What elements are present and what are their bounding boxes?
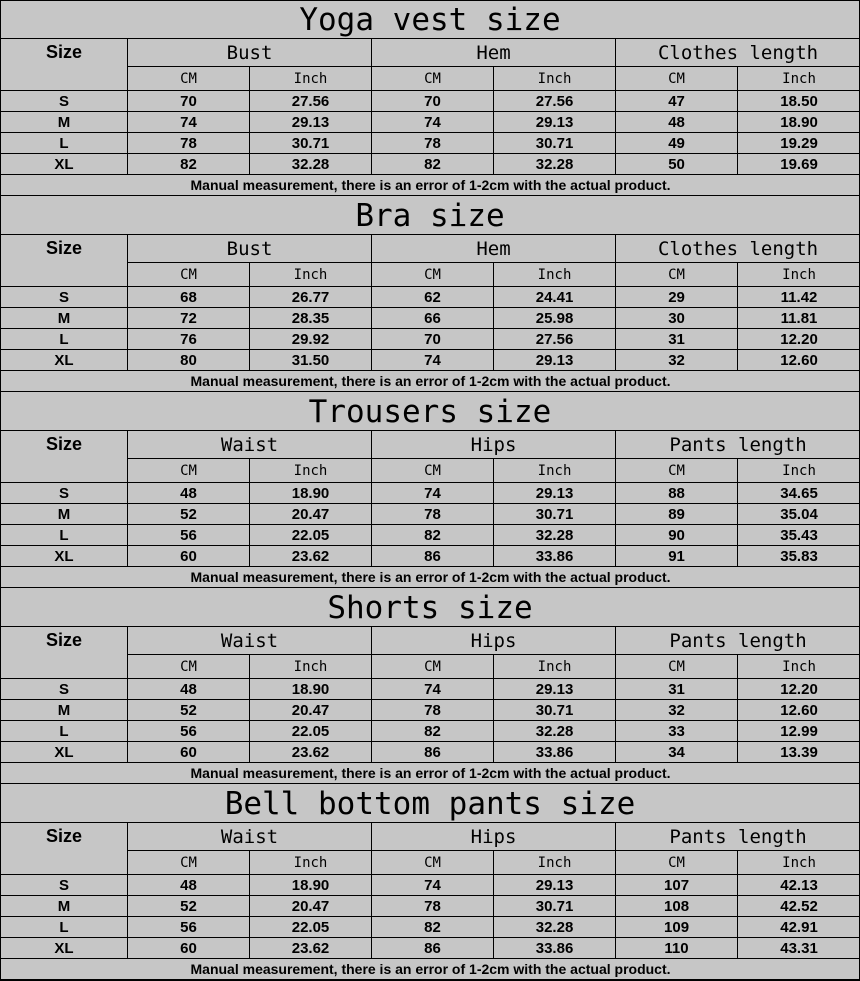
measurement-value: 22.05 bbox=[250, 721, 372, 742]
unit-inch-label: Inch bbox=[738, 263, 860, 287]
unit-cm-label: CM bbox=[128, 655, 250, 679]
measurement-value: 22.05 bbox=[250, 917, 372, 938]
size-section bbox=[0, 588, 860, 784]
measurement-value: 27.56 bbox=[494, 329, 616, 350]
unit-inch-label: Inch bbox=[250, 459, 372, 483]
header-row bbox=[1, 823, 860, 851]
measurement-value: 30.71 bbox=[494, 133, 616, 154]
measurement-value: 68 bbox=[128, 287, 250, 308]
measurement-value: 34.65 bbox=[738, 483, 860, 504]
size-label: L bbox=[1, 917, 128, 938]
measurement-value: 23.62 bbox=[250, 546, 372, 567]
measurement-value: 82 bbox=[128, 154, 250, 175]
measurement-value: 19.29 bbox=[738, 133, 860, 154]
size-column-header: Size bbox=[1, 431, 128, 483]
size-section bbox=[0, 0, 860, 196]
measurement-value: 42.52 bbox=[738, 896, 860, 917]
measurement-value: 33.86 bbox=[494, 742, 616, 763]
measurement-value: 22.05 bbox=[250, 525, 372, 546]
measurement-value: 48 bbox=[128, 679, 250, 700]
measurement-value: 35.04 bbox=[738, 504, 860, 525]
measurement-value: 74 bbox=[372, 875, 494, 896]
measurement-value: 29.13 bbox=[494, 483, 616, 504]
size-label: S bbox=[1, 875, 128, 896]
measurement-value: 108 bbox=[616, 896, 738, 917]
measurement-value: 26.77 bbox=[250, 287, 372, 308]
unit-cm-label: CM bbox=[616, 655, 738, 679]
size-row bbox=[1, 721, 860, 742]
measurement-value: 12.20 bbox=[738, 329, 860, 350]
measurement-value: 47 bbox=[616, 91, 738, 112]
size-section bbox=[0, 784, 860, 980]
header-row bbox=[1, 431, 860, 459]
measurement-value: 72 bbox=[128, 308, 250, 329]
measurement-value: 43.31 bbox=[738, 938, 860, 959]
measurement-group-header: Hem bbox=[372, 235, 616, 263]
size-column-header: Size bbox=[1, 823, 128, 875]
unit-cm-label: CM bbox=[372, 655, 494, 679]
measurement-value: 50 bbox=[616, 154, 738, 175]
measurement-value: 48 bbox=[128, 875, 250, 896]
unit-cm-label: CM bbox=[616, 459, 738, 483]
measurement-value: 20.47 bbox=[250, 700, 372, 721]
measurement-value: 29.13 bbox=[494, 112, 616, 133]
measurement-value: 80 bbox=[128, 350, 250, 371]
measurement-value: 27.56 bbox=[250, 91, 372, 112]
measurement-value: 33 bbox=[616, 721, 738, 742]
measurement-value: 89 bbox=[616, 504, 738, 525]
measurement-value: 29.92 bbox=[250, 329, 372, 350]
measurement-value: 48 bbox=[128, 483, 250, 504]
measurement-value: 20.47 bbox=[250, 504, 372, 525]
measurement-value: 70 bbox=[372, 91, 494, 112]
measurement-value: 90 bbox=[616, 525, 738, 546]
unit-row bbox=[1, 67, 860, 91]
unit-inch-label: Inch bbox=[494, 851, 616, 875]
size-row bbox=[1, 154, 860, 175]
measurement-value: 32.28 bbox=[494, 525, 616, 546]
note-row bbox=[1, 175, 860, 196]
measurement-value: 70 bbox=[128, 91, 250, 112]
measurement-group-header: Waist bbox=[128, 431, 372, 459]
measurement-value: 30 bbox=[616, 308, 738, 329]
measurement-value: 86 bbox=[372, 742, 494, 763]
measurement-note: Manual measurement, there is an error of 1-2cm with the actual product. bbox=[1, 371, 860, 392]
measurement-group-header: Clothes length bbox=[616, 39, 860, 67]
measurement-value: 32.28 bbox=[250, 154, 372, 175]
measurement-value: 20.47 bbox=[250, 896, 372, 917]
size-row bbox=[1, 938, 860, 959]
measurement-value: 110 bbox=[616, 938, 738, 959]
measurement-value: 82 bbox=[372, 917, 494, 938]
measurement-value: 82 bbox=[372, 721, 494, 742]
measurement-value: 24.41 bbox=[494, 287, 616, 308]
size-column-header: Size bbox=[1, 235, 128, 287]
measurement-value: 12.60 bbox=[738, 350, 860, 371]
size-row bbox=[1, 742, 860, 763]
unit-cm-label: CM bbox=[616, 67, 738, 91]
measurement-value: 42.13 bbox=[738, 875, 860, 896]
unit-row bbox=[1, 851, 860, 875]
measurement-value: 29.13 bbox=[494, 350, 616, 371]
measurement-value: 28.35 bbox=[250, 308, 372, 329]
measurement-value: 31.50 bbox=[250, 350, 372, 371]
measurement-value: 29.13 bbox=[494, 875, 616, 896]
measurement-value: 30.71 bbox=[494, 700, 616, 721]
measurement-value: 18.90 bbox=[250, 679, 372, 700]
measurement-note: Manual measurement, there is an error of 1-2cm with the actual product. bbox=[1, 567, 860, 588]
unit-cm-label: CM bbox=[128, 67, 250, 91]
measurement-value: 23.62 bbox=[250, 938, 372, 959]
measurement-value: 18.50 bbox=[738, 91, 860, 112]
size-section bbox=[0, 196, 860, 392]
unit-row bbox=[1, 263, 860, 287]
note-row bbox=[1, 567, 860, 588]
measurement-value: 48 bbox=[616, 112, 738, 133]
section-title: Bell bottom pants size bbox=[224, 786, 636, 822]
size-row bbox=[1, 112, 860, 133]
measurement-value: 33.86 bbox=[494, 938, 616, 959]
measurement-value: 30.71 bbox=[494, 504, 616, 525]
size-label: L bbox=[1, 133, 128, 154]
size-row bbox=[1, 700, 860, 721]
unit-inch-label: Inch bbox=[250, 851, 372, 875]
measurement-group-header: Pants length bbox=[616, 431, 860, 459]
size-row bbox=[1, 329, 860, 350]
measurement-value: 70 bbox=[372, 329, 494, 350]
unit-cm-label: CM bbox=[372, 263, 494, 287]
size-column-header: Size bbox=[1, 627, 128, 679]
measurement-group-header: Bust bbox=[128, 39, 372, 67]
size-table bbox=[0, 822, 860, 980]
unit-inch-label: Inch bbox=[250, 67, 372, 91]
measurement-value: 11.42 bbox=[738, 287, 860, 308]
size-label: L bbox=[1, 525, 128, 546]
measurement-value: 56 bbox=[128, 525, 250, 546]
measurement-value: 78 bbox=[372, 700, 494, 721]
size-table bbox=[0, 626, 860, 784]
measurement-value: 86 bbox=[372, 938, 494, 959]
size-label: S bbox=[1, 679, 128, 700]
measurement-group-header: Pants length bbox=[616, 627, 860, 655]
measurement-value: 12.20 bbox=[738, 679, 860, 700]
measurement-value: 35.43 bbox=[738, 525, 860, 546]
section-title: Bra size bbox=[355, 198, 505, 234]
unit-inch-label: Inch bbox=[738, 851, 860, 875]
measurement-value: 78 bbox=[372, 133, 494, 154]
note-row bbox=[1, 371, 860, 392]
unit-inch-label: Inch bbox=[494, 263, 616, 287]
measurement-value: 31 bbox=[616, 679, 738, 700]
measurement-value: 18.90 bbox=[250, 875, 372, 896]
header-row bbox=[1, 235, 860, 263]
size-label: S bbox=[1, 287, 128, 308]
measurement-value: 56 bbox=[128, 721, 250, 742]
measurement-value: 18.90 bbox=[738, 112, 860, 133]
measurement-value: 34 bbox=[616, 742, 738, 763]
measurement-value: 32.28 bbox=[494, 154, 616, 175]
size-label: L bbox=[1, 329, 128, 350]
measurement-value: 82 bbox=[372, 525, 494, 546]
measurement-value: 29.13 bbox=[250, 112, 372, 133]
unit-row bbox=[1, 655, 860, 679]
unit-cm-label: CM bbox=[616, 851, 738, 875]
unit-inch-label: Inch bbox=[494, 655, 616, 679]
size-table bbox=[0, 234, 860, 392]
measurement-value: 29 bbox=[616, 287, 738, 308]
measurement-value: 74 bbox=[372, 679, 494, 700]
size-label: XL bbox=[1, 938, 128, 959]
measurement-group-header: Hem bbox=[372, 39, 616, 67]
measurement-value: 82 bbox=[372, 154, 494, 175]
unit-cm-label: CM bbox=[372, 851, 494, 875]
measurement-value: 78 bbox=[128, 133, 250, 154]
size-label: M bbox=[1, 504, 128, 525]
measurement-value: 56 bbox=[128, 917, 250, 938]
measurement-value: 62 bbox=[372, 287, 494, 308]
size-table bbox=[0, 38, 860, 196]
size-section bbox=[0, 392, 860, 588]
section-title: Shorts size bbox=[327, 590, 533, 626]
measurement-value: 35.83 bbox=[738, 546, 860, 567]
measurement-value: 27.56 bbox=[494, 91, 616, 112]
measurement-value: 60 bbox=[128, 546, 250, 567]
measurement-value: 107 bbox=[616, 875, 738, 896]
measurement-note: Manual measurement, there is an error of 1-2cm with the actual product. bbox=[1, 763, 860, 784]
measurement-value: 60 bbox=[128, 938, 250, 959]
note-row bbox=[1, 959, 860, 980]
size-row bbox=[1, 875, 860, 896]
measurement-value: 31 bbox=[616, 329, 738, 350]
measurement-value: 109 bbox=[616, 917, 738, 938]
measurement-value: 30.71 bbox=[494, 896, 616, 917]
measurement-value: 52 bbox=[128, 896, 250, 917]
unit-inch-label: Inch bbox=[738, 459, 860, 483]
size-label: L bbox=[1, 721, 128, 742]
size-row bbox=[1, 917, 860, 938]
unit-inch-label: Inch bbox=[250, 263, 372, 287]
section-title: Trousers size bbox=[308, 394, 552, 430]
measurement-value: 78 bbox=[372, 896, 494, 917]
measurement-value: 78 bbox=[372, 504, 494, 525]
measurement-value: 49 bbox=[616, 133, 738, 154]
note-row bbox=[1, 763, 860, 784]
measurement-value: 13.39 bbox=[738, 742, 860, 763]
unit-cm-label: CM bbox=[128, 459, 250, 483]
size-label: M bbox=[1, 700, 128, 721]
size-row bbox=[1, 91, 860, 112]
measurement-value: 29.13 bbox=[494, 679, 616, 700]
measurement-value: 74 bbox=[128, 112, 250, 133]
size-label: M bbox=[1, 308, 128, 329]
measurement-value: 74 bbox=[372, 350, 494, 371]
measurement-value: 74 bbox=[372, 112, 494, 133]
measurement-note: Manual measurement, there is an error of 1-2cm with the actual product. bbox=[1, 959, 860, 980]
size-label: S bbox=[1, 483, 128, 504]
unit-cm-label: CM bbox=[128, 851, 250, 875]
size-row bbox=[1, 679, 860, 700]
size-label: M bbox=[1, 896, 128, 917]
measurement-value: 88 bbox=[616, 483, 738, 504]
measurement-value: 11.81 bbox=[738, 308, 860, 329]
measurement-value: 32.28 bbox=[494, 917, 616, 938]
measurement-value: 76 bbox=[128, 329, 250, 350]
size-column-header: Size bbox=[1, 39, 128, 91]
measurement-group-header: Hips bbox=[372, 627, 616, 655]
size-row bbox=[1, 287, 860, 308]
measurement-value: 12.60 bbox=[738, 700, 860, 721]
size-row bbox=[1, 896, 860, 917]
unit-inch-label: Inch bbox=[250, 655, 372, 679]
size-row bbox=[1, 504, 860, 525]
unit-inch-label: Inch bbox=[738, 67, 860, 91]
size-row bbox=[1, 546, 860, 567]
measurement-value: 12.99 bbox=[738, 721, 860, 742]
measurement-value: 66 bbox=[372, 308, 494, 329]
unit-cm-label: CM bbox=[372, 459, 494, 483]
size-table bbox=[0, 430, 860, 588]
unit-row bbox=[1, 459, 860, 483]
size-row bbox=[1, 483, 860, 504]
measurement-value: 32 bbox=[616, 350, 738, 371]
measurement-value: 32 bbox=[616, 700, 738, 721]
size-label: XL bbox=[1, 350, 128, 371]
unit-inch-label: Inch bbox=[494, 67, 616, 91]
measurement-value: 52 bbox=[128, 700, 250, 721]
size-row bbox=[1, 133, 860, 154]
measurement-value: 25.98 bbox=[494, 308, 616, 329]
measurement-group-header: Pants length bbox=[616, 823, 860, 851]
measurement-note: Manual measurement, there is an error of 1-2cm with the actual product. bbox=[1, 175, 860, 196]
measurement-value: 86 bbox=[372, 546, 494, 567]
header-row bbox=[1, 627, 860, 655]
section-title: Yoga vest size bbox=[299, 2, 561, 38]
unit-inch-label: Inch bbox=[738, 655, 860, 679]
size-label: XL bbox=[1, 154, 128, 175]
measurement-group-header: Waist bbox=[128, 823, 372, 851]
size-row bbox=[1, 308, 860, 329]
size-row bbox=[1, 350, 860, 371]
measurement-value: 18.90 bbox=[250, 483, 372, 504]
measurement-group-header: Hips bbox=[372, 431, 616, 459]
size-row bbox=[1, 525, 860, 546]
measurement-value: 30.71 bbox=[250, 133, 372, 154]
measurement-value: 91 bbox=[616, 546, 738, 567]
measurement-group-header: Waist bbox=[128, 627, 372, 655]
unit-inch-label: Inch bbox=[494, 459, 616, 483]
measurement-group-header: Hips bbox=[372, 823, 616, 851]
unit-cm-label: CM bbox=[128, 263, 250, 287]
measurement-value: 74 bbox=[372, 483, 494, 504]
unit-cm-label: CM bbox=[372, 67, 494, 91]
size-label: XL bbox=[1, 546, 128, 567]
measurement-value: 33.86 bbox=[494, 546, 616, 567]
measurement-value: 42.91 bbox=[738, 917, 860, 938]
size-label: XL bbox=[1, 742, 128, 763]
unit-cm-label: CM bbox=[616, 263, 738, 287]
measurement-value: 60 bbox=[128, 742, 250, 763]
measurement-value: 19.69 bbox=[738, 154, 860, 175]
measurement-value: 32.28 bbox=[494, 721, 616, 742]
size-label: M bbox=[1, 112, 128, 133]
measurement-group-header: Bust bbox=[128, 235, 372, 263]
measurement-value: 23.62 bbox=[250, 742, 372, 763]
size-label: S bbox=[1, 91, 128, 112]
header-row bbox=[1, 39, 860, 67]
measurement-group-header: Clothes length bbox=[616, 235, 860, 263]
measurement-value: 52 bbox=[128, 504, 250, 525]
